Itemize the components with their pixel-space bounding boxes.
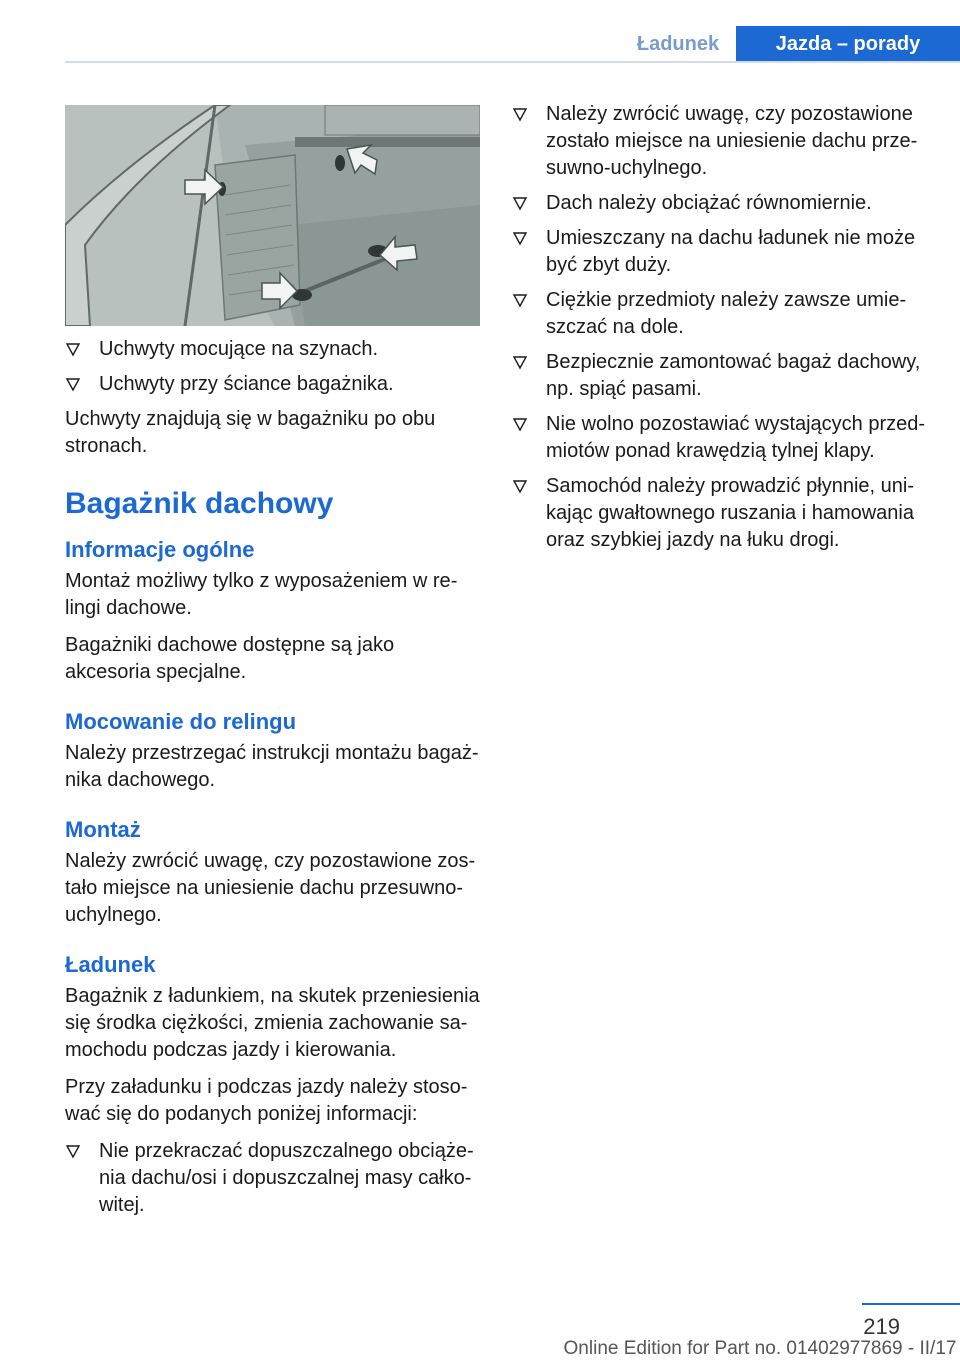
paragraph: Montaż możliwy tylko z wyposażeniem w relingi dachowe. [65,570,458,619]
list-item [512,411,927,465]
triangle-bullet-icon [512,292,528,308]
triangle-bullet-icon [512,106,528,122]
paragraph: Uchwyty znajdują się w bagażniku po obu stronach. [65,408,436,457]
footer-edition: Online Edition for Part no. 01402977869 - II/17 [563,1338,957,1359]
list-item-text: Dach należy obciążać równomiernie. [546,192,872,214]
list-item [65,371,480,398]
load-rules-list [65,1138,480,1219]
list-item-text: Ciężkie przedmioty należy zawsze umieszczać na dole. [546,289,907,338]
list-item-text: Umieszczany na dachu ładunek nie może być zbyt duży. [546,227,916,276]
list-item-text: Nie wolno pozostawiać wystających przedmiotów ponad krawędzią tylnej klapy. [546,413,926,462]
paragraph: Należy zwrócić uwagę, czy pozostawione zostało miejsce na uniesienie dachu przesuwno-uchylnego. [65,850,476,926]
triangle-bullet-icon [512,478,528,494]
list-item-text: Uchwyty przy ściance bagażnika. [99,373,394,395]
header-divider [65,61,960,63]
paragraph: Przy załadunku i podczas jazdy należy stosować się do podanych poniżej informacji: [65,1076,468,1125]
list-item [512,349,927,403]
list-item [512,101,927,182]
list-item [512,287,927,341]
page-number: 219 [863,1314,900,1339]
list-item-text: Samochód należy prowadzić płynnie, unikając gwałtownego ruszania i hamowania oraz szybkiej jazdy na łuku drogi. [546,475,914,551]
trunk-lashing-eyes-illustration [65,105,480,326]
left-column [65,336,480,1227]
paragraph: Bagażnik z ładunkiem, na skutek przeniesienia się środka ciężkości, zmienia zachowanie samochodu podczas jazdy i kierowania. [65,985,480,1061]
list-item [65,336,480,363]
roof-load-rules-list [512,101,927,554]
list-item [512,190,927,217]
subheading-general-info: Informacje ogólne [65,537,255,562]
subheading-installation: Montaż [65,817,141,842]
subheading-rail-mounting: Mocowanie do relingu [65,709,297,734]
list-item [512,225,927,279]
triangle-bullet-icon [65,1143,81,1159]
right-column [512,101,927,562]
triangle-bullet-icon [65,376,81,392]
list-item-text: Nie przekraczać dopuszczalnego obciążenia dachu/osi i dopuszczalnej masy całkowitej. [99,1140,474,1216]
list-item-text: Należy zwrócić uwagę, czy pozostawione zostało miejsce na uniesienie dachu przesuwno-uchylnego. [546,103,918,179]
footer-divider [862,1303,960,1305]
subheading-load: Ładunek [65,952,156,977]
lashing-eyes-list [65,336,480,398]
paragraph: Należy przestrzegać instrukcji montażu bagażnika dachowego. [65,742,479,791]
triangle-bullet-icon [512,416,528,432]
header-section-label: Ładunek [636,33,720,55]
triangle-bullet-icon [512,354,528,370]
section-title: Bagażnik dachowy [65,487,334,520]
triangle-bullet-icon [512,195,528,211]
header-chapter-tab: Jazda – porady [736,26,960,62]
paragraph: Bagażniki dachowe dostępne są jako akcesoria specjalne. [65,634,395,683]
list-item-text: Uchwyty mocujące na szynach. [99,338,379,360]
triangle-bullet-icon [65,341,81,357]
list-item-text: Bezpiecznie zamontować bagaż dachowy, np. spiąć pasami. [546,351,921,400]
list-item [65,1138,480,1219]
triangle-bullet-icon [512,230,528,246]
list-item [512,473,927,554]
